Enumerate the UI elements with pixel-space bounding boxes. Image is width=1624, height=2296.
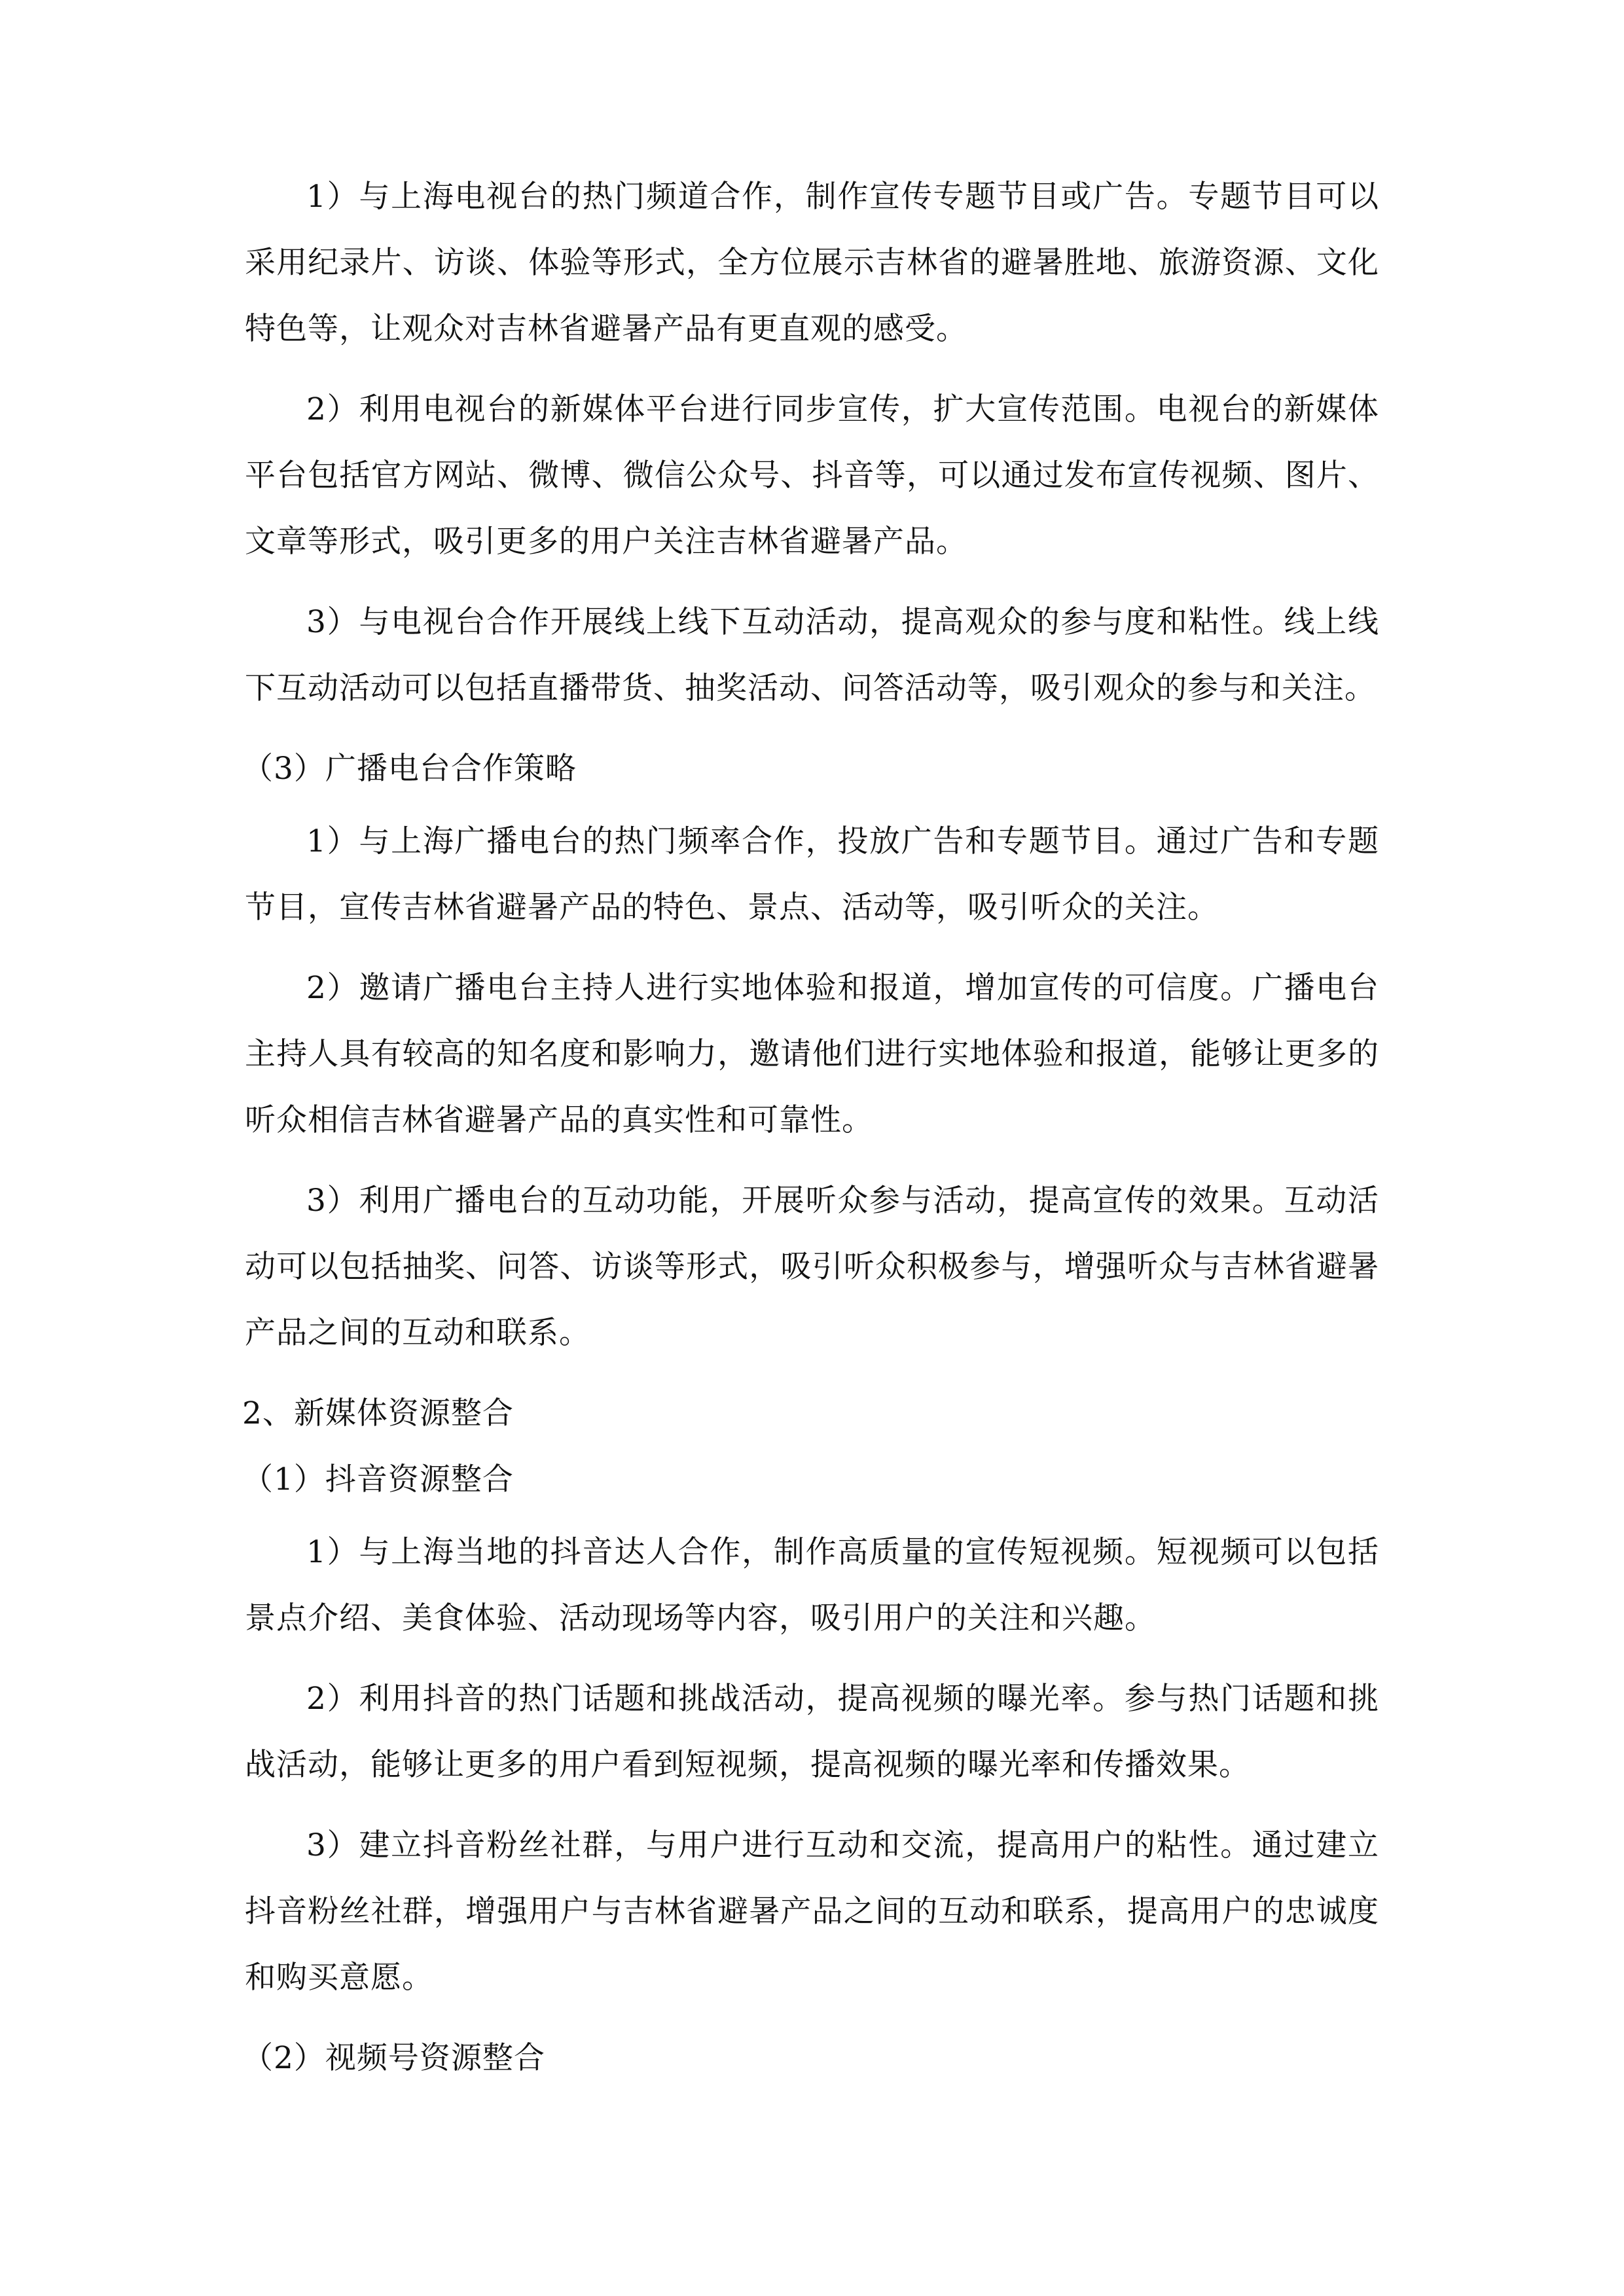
radio-item-2: 2）邀请广播电台主持人进行实地体验和报道，增加宣传的可信度。广播电台主持人具有较高的知名度和影响力，邀请他们进行实地体验和报道，能够让更多的听众相信吉林省避暑产品的真实性和可靠性。 — [245, 970, 1379, 1138]
douyin-item-1: 1）与上海当地的抖音达人合作，制作高质量的宣传短视频。短视频可以包括景点介绍、美食体验、活动现场等内容，吸引用户的关注和兴趣。 — [245, 1534, 1379, 1636]
tv-item-1: 1）与上海电视台的热门频道合作，制作宣传专题节目或广告。专题节目可以采用纪录片、访谈、体验等形式，全方位展示吉林省的避暑胜地、旅游资源、文化特色等，让观众对吉林省避暑产品有更直观的感受。 — [245, 179, 1379, 347]
channels-heading: （2）视频号资源整合 — [242, 2040, 545, 2076]
radio-heading: （3）广播电台合作策略 — [242, 751, 577, 787]
douyin-item-2: 2）利用抖音的热门话题和挑战活动，提高视频的曝光率。参与热门话题和挑战活动，能够让更多的用户看到短视频，提高视频的曝光率和传播效果。 — [245, 1681, 1379, 1783]
new-media-heading: 2、新媒体资源整合 — [242, 1395, 514, 1431]
tv-item-3: 3）与电视台合作开展线上线下互动活动，提高观众的参与度和粘性。线上线下互动活动可以包括直播带货、抽奖活动、问答活动等，吸引观众的参与和关注。 — [245, 604, 1379, 706]
douyin-heading: （1）抖音资源整合 — [242, 1462, 514, 1498]
tv-item-2: 2）利用电视台的新媒体平台进行同步宣传，扩大宣传范围。电视台的新媒体平台包括官方网站、微博、微信公众号、抖音等，可以通过发布宣传视频、图片、文章等形式，吸引更多的用户关注吉林省避暑产品。 — [245, 391, 1379, 560]
radio-item-1: 1）与上海广播电台的热门频率合作，投放广告和专题节目。通过广告和专题节目，宣传吉林省避暑产品的特色、景点、活动等，吸引听众的关注。 — [245, 823, 1379, 925]
document-body — [242, 164, 1379, 2091]
radio-item-3: 3）利用广播电台的互动功能，开展听众参与活动，提高宣传的效果。互动活动可以包括抽奖、问答、访谈等形式，吸引听众积极参与，增强听众与吉林省避暑产品之间的互动和联系。 — [245, 1183, 1379, 1351]
douyin-item-3: 3）建立抖音粉丝社群，与用户进行互动和交流，提高用户的粘性。通过建立抖音粉丝社群，增强用户与吉林省避暑产品之间的互动和联系，提高用户的忠诚度和购买意愿。 — [245, 1827, 1379, 1996]
